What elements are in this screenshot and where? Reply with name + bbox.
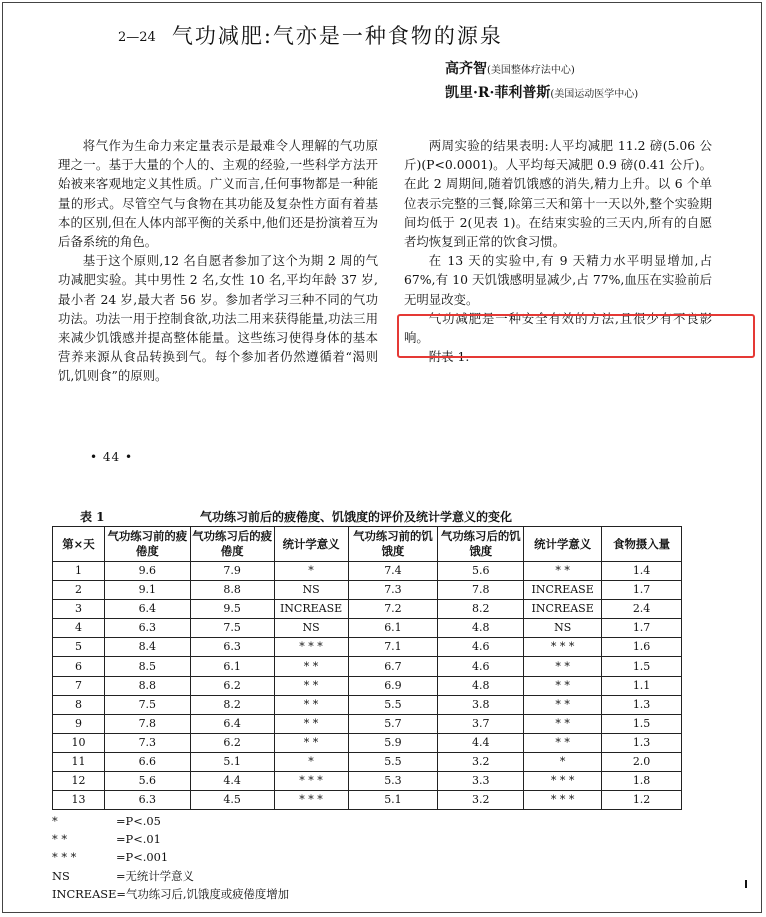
author-1: 高齐智(美国整体疗法中心): [445, 61, 575, 77]
table-cell: 5: [53, 638, 105, 657]
table-cell: 5.6: [104, 772, 190, 791]
table-cell: 1.8: [602, 772, 682, 791]
table-cell: 4.8: [438, 676, 524, 695]
paragraph: 两周实验的结果表明:人平均减肥 11.2 磅(5.06 公斤)(P<0.0001)。人平均每天减肥 0.9 磅(0.41 公斤)。在此 2 周期间,随着饥饿感的消失,精力上升。以 6 个单位表示完整的三餐,除第三天和第十一天以外,整个实验期间均低于 2(见表 1)。在结束实验的三天内,所有的自愿者均恢复到正常的饮食习惯。: [404, 138, 712, 250]
table-cell: 1.1: [602, 676, 682, 695]
paragraph: 附表 1.: [428, 349, 470, 365]
table-cell: * *: [524, 695, 602, 714]
table-cell: 6.4: [104, 600, 190, 619]
table-cell: 8.8: [190, 581, 274, 600]
table-caption: 表 1: [80, 510, 105, 524]
table-cell: 5.1: [190, 752, 274, 771]
table-cell: 3: [53, 600, 105, 619]
table-row: [53, 562, 682, 581]
table-cell: 13: [53, 791, 105, 810]
table-cell: * *: [274, 714, 348, 733]
table-cell: 3.2: [438, 752, 524, 771]
table-cell: 8.5: [104, 657, 190, 676]
table-header-cell: 气功练习后的疲倦度: [190, 527, 274, 562]
table-header-cell: 气功练习后的饥饿度: [438, 527, 524, 562]
table-title: 气功练习前后的疲倦度、饥饿度的评价及统计学意义的变化: [200, 510, 513, 524]
table-cell: 6: [53, 657, 105, 676]
table-row: [53, 791, 682, 810]
table-cell: 6.2: [190, 676, 274, 695]
table-row: [53, 695, 682, 714]
table-header-cell: 食物摄入量: [602, 527, 682, 562]
note-value: =无统计学意义: [116, 868, 194, 883]
table-row: [53, 581, 682, 600]
table-cell: 8: [53, 695, 105, 714]
table-cell: 9: [53, 714, 105, 733]
note-item: [52, 867, 289, 885]
note-value: =P<.05: [116, 814, 161, 828]
table-body: [53, 562, 682, 810]
table-cell: 6.7: [348, 657, 438, 676]
table-cell: 12: [53, 772, 105, 791]
table-cell: 7.9: [190, 562, 274, 581]
table-cell: NS: [274, 581, 348, 600]
article-number: 2—24: [118, 30, 156, 45]
table-cell: * * *: [274, 791, 348, 810]
margin-mark: [745, 880, 747, 888]
table-cell: 4.5: [190, 791, 274, 810]
note-key: * * *: [52, 850, 77, 865]
table-cell: 1.5: [602, 714, 682, 733]
note-value: =P<.01: [116, 832, 161, 847]
data-table: [52, 526, 682, 810]
table-cell: 7.8: [104, 714, 190, 733]
table-cell: 8.8: [104, 676, 190, 695]
table-header-row: [53, 527, 682, 562]
table-cell: 8.2: [438, 600, 524, 619]
table-cell: 7.4: [348, 562, 438, 581]
table-cell: 6.3: [104, 791, 190, 810]
table-row: [53, 657, 682, 676]
authors: [445, 58, 638, 106]
table-cell: 1.7: [602, 581, 682, 600]
table-cell: INCREASE: [524, 581, 602, 600]
note-item: [52, 885, 289, 903]
table-cell: 6.6: [104, 752, 190, 771]
table-cell: 1: [53, 562, 105, 581]
table-cell: 5.1: [348, 791, 438, 810]
table-cell: 10: [53, 733, 105, 752]
table-cell: 1.6: [602, 638, 682, 657]
table-cell: NS: [524, 619, 602, 638]
highlight-box: [397, 314, 755, 358]
table-cell: * *: [524, 733, 602, 752]
note-value: =P<.001: [116, 850, 169, 865]
table-cell: *: [274, 562, 348, 581]
table-row: [53, 638, 682, 657]
table-cell: 6.4: [190, 714, 274, 733]
table-cell: INCREASE: [274, 600, 348, 619]
paragraph: 在 13 天的实验中,有 9 天精力水平明显增加,占 67%,有 10 天饥饿感明显减少,占 77%,血压在实验前后无明显改变。: [404, 253, 712, 307]
table-row: [53, 772, 682, 791]
table-cell: * * *: [274, 638, 348, 657]
article-title: 气功减肥:气亦是一种食物的源泉: [171, 24, 503, 48]
table-cell: 7.5: [190, 619, 274, 638]
table-cell: 4.6: [438, 657, 524, 676]
table-cell: 1.3: [602, 695, 682, 714]
table-row: [53, 752, 682, 771]
table-cell: 6.3: [190, 638, 274, 657]
table-cell: 5.6: [438, 562, 524, 581]
table-cell: 3.8: [438, 695, 524, 714]
table-cell: 5.7: [348, 714, 438, 733]
table-cell: * *: [274, 657, 348, 676]
table-cell: * *: [524, 714, 602, 733]
table-cell: 2: [53, 581, 105, 600]
note-value: =气功练习后,饥饿度或疲倦度增加: [116, 886, 290, 901]
table-cell: 7.2: [348, 600, 438, 619]
table-row: [53, 676, 682, 695]
table-cell: * * *: [524, 638, 602, 657]
table-cell: *: [274, 752, 348, 771]
table-cell: 6.3: [104, 619, 190, 638]
note-item: [52, 848, 289, 866]
table-cell: 6.9: [348, 676, 438, 695]
table-cell: 7.3: [348, 581, 438, 600]
page-number: • 44 •: [90, 450, 134, 464]
table-cell: 9.1: [104, 581, 190, 600]
table-cell: 1.2: [602, 791, 682, 810]
table-cell: * *: [524, 676, 602, 695]
table-cell: 4: [53, 619, 105, 638]
table-cell: * * *: [274, 772, 348, 791]
paragraph-highlighted: 气功减肥是一种安全有效的方法,且很少有不良影响。: [404, 310, 712, 346]
table-row: [53, 714, 682, 733]
table-cell: 5.5: [348, 752, 438, 771]
table-header-cell: 气功练习前的饥饿度: [348, 527, 438, 562]
author-2: 凯里·R·菲利普斯(美国运动医学中心): [445, 85, 639, 101]
table-cell: * *: [274, 695, 348, 714]
table-cell: 2.0: [602, 752, 682, 771]
table-cell: 4.4: [438, 733, 524, 752]
table-cell: * * *: [524, 772, 602, 791]
table-cell: * *: [524, 562, 602, 581]
table-cell: 6.2: [190, 733, 274, 752]
table-header-cell: 统计学意义: [524, 527, 602, 562]
table-cell: 1.7: [602, 619, 682, 638]
note-key: *: [52, 814, 58, 828]
table-cell: 3.2: [438, 791, 524, 810]
table-cell: 7.5: [104, 695, 190, 714]
table-cell: 7.1: [348, 638, 438, 657]
table-row: [53, 619, 682, 638]
table-row: [53, 600, 682, 619]
table-header-cell: 统计学意义: [274, 527, 348, 562]
table-cell: 5.3: [348, 772, 438, 791]
table-cell: 4.4: [190, 772, 274, 791]
note-item: [52, 812, 289, 830]
table-cell: 2.4: [602, 600, 682, 619]
table-cell: * *: [274, 676, 348, 695]
table-cell: 5.5: [348, 695, 438, 714]
table-header-cell: 第×天: [53, 527, 105, 562]
table-cell: 1.4: [602, 562, 682, 581]
table-cell: 5.9: [348, 733, 438, 752]
table-cell: 1.3: [602, 733, 682, 752]
table-cell: 6.1: [190, 657, 274, 676]
left-column: [58, 136, 378, 386]
table-cell: 1.5: [602, 657, 682, 676]
table-cell: 4.6: [438, 638, 524, 657]
table-notes: [52, 812, 289, 903]
table-cell: * *: [274, 733, 348, 752]
table-cell: INCREASE: [524, 600, 602, 619]
article-header: [118, 20, 503, 50]
table-cell: 3.3: [438, 772, 524, 791]
table-header-cell: 气功练习前的疲倦度: [104, 527, 190, 562]
paragraph: 基于这个原则,12 名自愿者参加了这个为期 2 周的气功减肥实验。其中男性 2 名,女性 10 名,平均年龄 37 岁,最小者 24 岁,最大者 56 岁。参加者学习三种不同的气功功法。功法一用于控制食欲,功法二用来获得能量,功法三用来减少饥饿感并提高整体能量。这些练习使得身体的基本营养来源从食品转换到气。每个参加者仍然遵循着“渴则饥,饥则食”的原则。: [58, 253, 378, 384]
note-key: * *: [52, 832, 68, 847]
table-cell: 11: [53, 752, 105, 771]
table-cell: *: [524, 752, 602, 771]
note-key: NS: [52, 868, 70, 883]
table-cell: 4.8: [438, 619, 524, 638]
note-key: INCREASE: [52, 886, 117, 901]
note-item: [52, 830, 289, 848]
table-cell: 3.7: [438, 714, 524, 733]
table-cell: 7: [53, 676, 105, 695]
table-row: [53, 733, 682, 752]
table-cell: 6.1: [348, 619, 438, 638]
table-cell: 7.3: [104, 733, 190, 752]
paragraph: 将气作为生命力来定量表示是最难令人理解的气功原理之一。基于大量的个人的、主观的经验,一些科学方法开始被来客观地定义其性质。广义而言,任何事物都是一种能量的形式。尽管空气与食物在其功能及复杂性方面有着基本的区别,但在人体内部平衡的关系中,他们还是扮演着互为后备系统的角色。: [58, 138, 378, 250]
table-cell: * *: [524, 657, 602, 676]
table-cell: 7.8: [438, 581, 524, 600]
table-cell: * * *: [524, 791, 602, 810]
table-cell: 9.5: [190, 600, 274, 619]
table-cell: 8.4: [104, 638, 190, 657]
table-cell: 9.6: [104, 562, 190, 581]
table-cell: 8.2: [190, 695, 274, 714]
table-cell: NS: [274, 619, 348, 638]
